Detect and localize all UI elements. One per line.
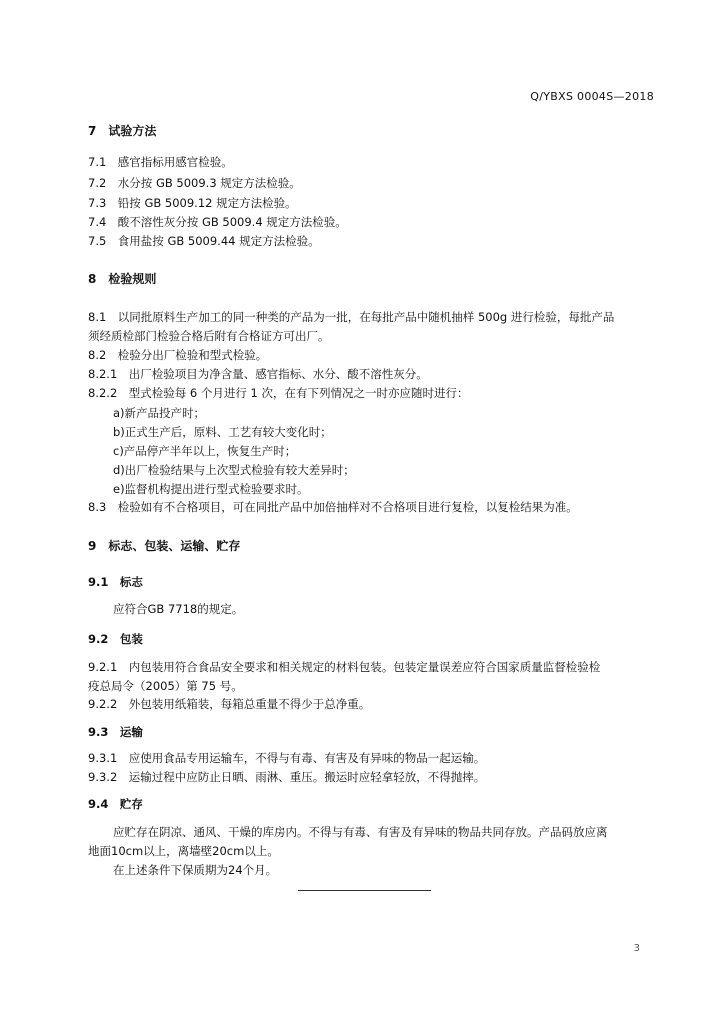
para-8-2-2: 8.2.2 型式检验每 6 个月进行 1 次，在有下列情况之一时亦应随时进行： xyxy=(88,386,469,400)
section-7-title: 7 试验方法 xyxy=(88,124,157,138)
condition-b: b)正式生产后，原料、工艺有较大变化时； xyxy=(113,425,332,439)
section-9-3-title: 9.3 运输 xyxy=(88,725,143,739)
para-8-2: 8.2 检验分出厂检验和型式检验。 xyxy=(88,348,268,362)
para-9-4-line2: 地面10cm以上，离墙壁20cm以上。 xyxy=(88,844,279,858)
end-rule xyxy=(298,890,431,891)
condition-d: d)出厂检验结果与上次型式检验有较大差异时； xyxy=(113,463,355,477)
section-9-4-title: 9.4 贮存 xyxy=(88,797,143,811)
page-number: 3 xyxy=(633,943,640,954)
condition-e: e)监督机构提出进行型式检验要求时。 xyxy=(113,482,309,496)
item-7-4: 7.4 酸不溶性灰分按 GB 5009.4 规定方法检验。 xyxy=(88,215,347,229)
para-9-1: 应符合GB 7718的规定。 xyxy=(113,602,244,616)
section-9-title: 9 标志、包装、运输、贮存 xyxy=(88,539,241,553)
para-9-2-2: 9.2.2 外包装用纸箱装，每箱总重量不得少于总净重。 xyxy=(88,697,371,711)
item-7-3: 7.3 铅按 GB 5009.12 规定方法检验。 xyxy=(88,196,297,210)
para-8-1-line1: 8.1 以同批原料生产加工的同一种类的产品为一批，在每批产品中随机抽样 500g 进行检验，每批产品 xyxy=(88,310,615,324)
item-7-5: 7.5 食用盐按 GB 5009.44 规定方法检验。 xyxy=(88,234,320,248)
item-7-1: 7.1 感官指标用感官检验。 xyxy=(88,155,233,169)
para-9-4-line1: 应贮存在阴凉、通风、干燥的库房内。不得与有毒、有害及有异味的物品共同存放。产品码放应离 xyxy=(113,825,608,839)
para-8-2-1: 8.2.1 出厂检验项目为净含量、感官指标、水分、酸不溶性灰分。 xyxy=(88,367,428,381)
item-7-2: 7.2 水分按 GB 5009.3 规定方法检验。 xyxy=(88,176,301,190)
para-9-4-line3: 在上述条件下保质期为24个月。 xyxy=(113,863,278,877)
para-9-2-1-line2: 疫总局令（2005）第 75 号。 xyxy=(88,679,243,693)
section-9-1-title: 9.1 标志 xyxy=(88,575,143,589)
document-code: Q/YBXS 0004S—2018 xyxy=(530,90,654,103)
para-8-1-line2: 须经质检部门检验合格后附有合格证方可出厂。 xyxy=(88,329,330,343)
section-8-title: 8 检验规则 xyxy=(88,272,157,286)
section-9-2-title: 9.2 包装 xyxy=(88,632,143,646)
para-8-3: 8.3 检验如有不合格项目，可在同批产品中加倍抽样对不合格项目进行复检，以复检结果为准。 xyxy=(88,500,578,514)
para-9-2-1-line1: 9.2.1 内包装用符合食品安全要求和相关规定的材料包装。包装定量误差应符合国家质量监督检验检 xyxy=(88,660,601,674)
para-9-3-2: 9.3.2 运输过程中应防止日晒、雨淋、重压。搬运时应轻拿轻放，不得抛摔。 xyxy=(88,770,486,784)
condition-a: a)新产品投产时； xyxy=(113,406,206,420)
para-9-3-1: 9.3.1 应使用食品专用运输车，不得与有毒、有害及有异味的物品一起运输。 xyxy=(88,751,486,765)
condition-c: c)产品停产半年以上，恢复生产时； xyxy=(113,444,297,458)
